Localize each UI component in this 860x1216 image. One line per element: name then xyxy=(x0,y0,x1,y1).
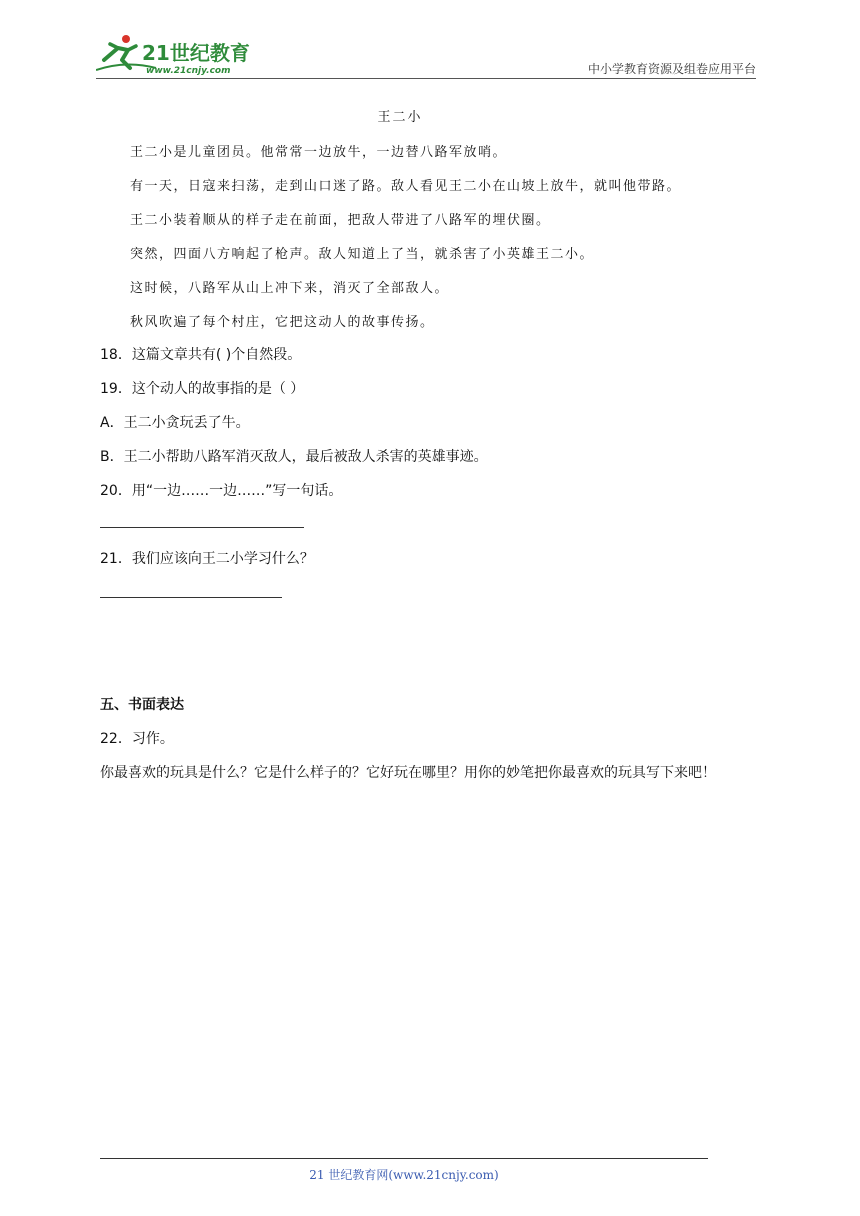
passage-title: 王二小 xyxy=(377,110,423,125)
question-18: 18．这篇文章共有( )个自然段。 xyxy=(100,347,302,363)
question-21: 21．我们应该向王二小学习什么？ xyxy=(100,551,314,567)
logo-text: 21世纪教育 xyxy=(142,41,250,65)
page-header xyxy=(96,30,756,78)
question-20: 20．用“一边……一边……”写一句话。 xyxy=(100,483,343,499)
passage-paragraph-2: 有一天，日寇来扫荡，走到山口迷了路。敌人看见王二小在山坡上放牛，就叫他带路。 xyxy=(130,179,682,194)
header-divider xyxy=(96,78,756,79)
passage-paragraph-5: 这时候，八路军从山上冲下来，消灭了全部敌人。 xyxy=(130,281,450,296)
passage-paragraph-3: 王二小装着顺从的样子走在前面，把敌人带进了八路军的埋伏圈。 xyxy=(130,213,551,228)
question-19-option-b: B．王二小帮助八路军消灭敌人，最后被敌人杀害的英雄事迹。 xyxy=(100,449,488,465)
passage-paragraph-1: 王二小是儿童团员。他常常一边放牛，一边替八路军放哨。 xyxy=(130,145,508,160)
question-22: 22．习作。 xyxy=(100,731,174,747)
platform-name: 中小学教育资源及组卷应用平台 xyxy=(587,62,756,76)
writing-prompt: 你最喜欢的玩具是什么？它是什么样子的？它好玩在哪里？用你的妙笔把你最喜欢的玩具写下来吧！ xyxy=(100,765,716,781)
site-logo xyxy=(96,30,266,78)
footer-text: 21 世纪教育网(www.21cnjy.com) xyxy=(309,1168,499,1182)
question-19-option-a: A．王二小贪玩丢了牛。 xyxy=(100,415,250,431)
section-5-title: 五、书面表达 xyxy=(100,697,184,713)
answer-line-21[interactable] xyxy=(100,597,282,598)
answer-line-20[interactable] xyxy=(100,527,304,528)
logo-url: www.21cnjy.com xyxy=(146,66,231,76)
question-19: 19．这个动人的故事指的是（ ） xyxy=(100,381,305,397)
footer-divider xyxy=(100,1158,708,1159)
passage-paragraph-6: 秋风吹遍了每个村庄，它把这动人的故事传扬。 xyxy=(130,315,435,330)
passage-paragraph-4: 突然，四面八方响起了枪声。敌人知道上了当，就杀害了小英雄王二小。 xyxy=(130,247,595,262)
